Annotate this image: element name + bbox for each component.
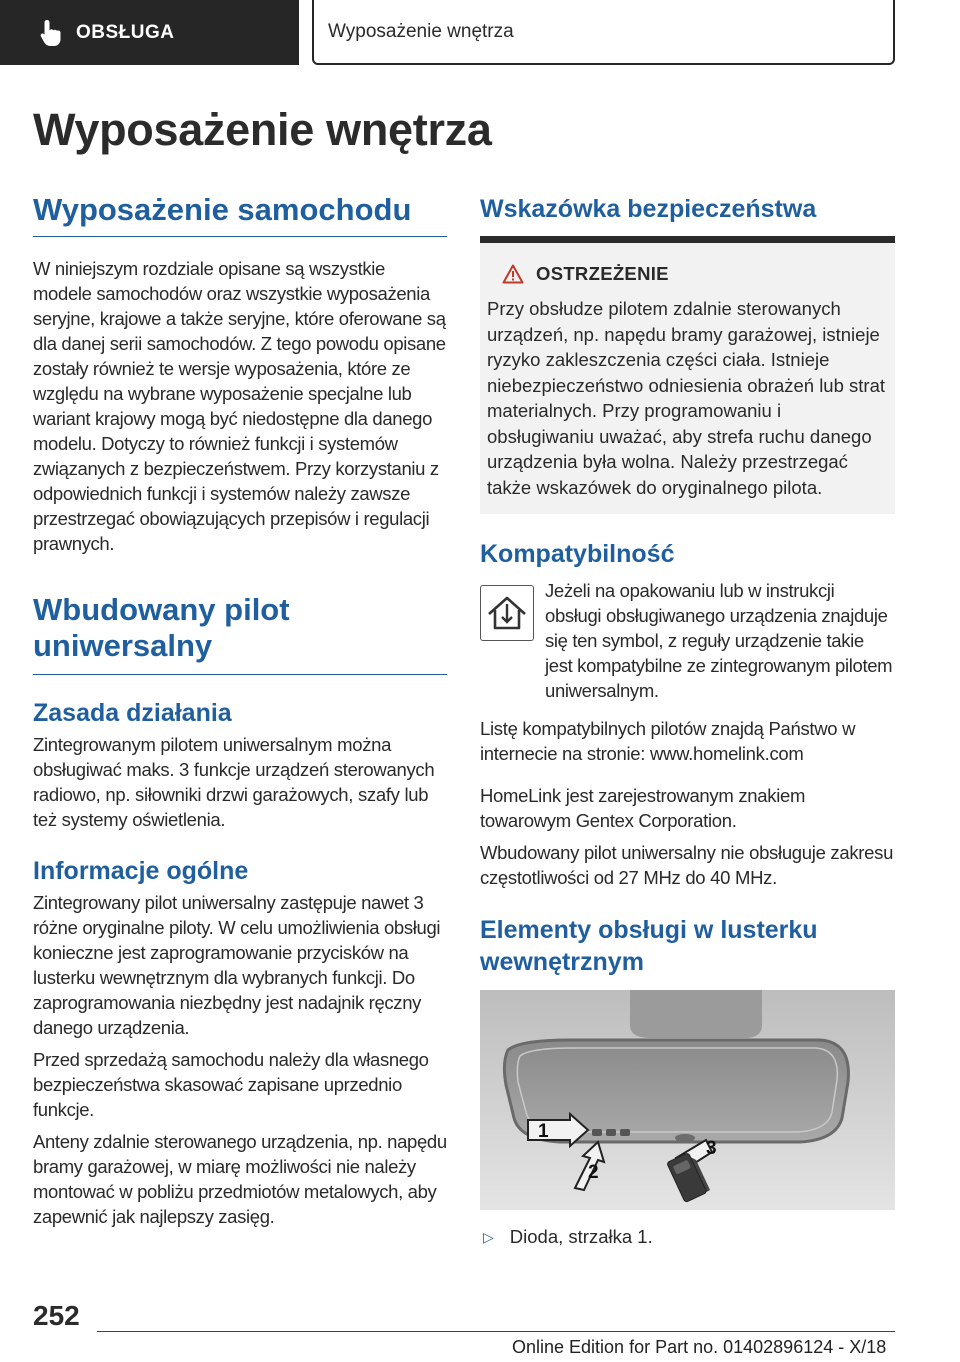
section-tab[interactable] (0, 0, 299, 65)
section-label: OBSŁUGA (76, 21, 175, 43)
paragraph-compat-4: Wbudowany pilot uniwersalny nie obsługuje zakresu częstotliwości od 27 MHz do 40 MHz. (480, 842, 894, 888)
paragraph-principle: Zintegrowanym pilotem uniwersalnym można obsługiwać maks. 3 funkcje urządzeń sterowanych radiowo, np. siłowniki drzwi garażowych, szafy lub też systemy oświetlenia. (33, 734, 435, 830)
bullet-triangle-icon: ▷ (483, 1228, 494, 1245)
footer-rule (97, 1331, 895, 1332)
heading-universal-remote: Wbudowany pilot uniwersalny (33, 592, 290, 663)
heading-safety-note: Wskazówka bezpieczeństwa (480, 195, 817, 223)
bullet-item (480, 1226, 653, 1248)
warning-header (502, 263, 669, 285)
page-title: Wyposażenie wnętrza (33, 104, 492, 155)
left-column (33, 192, 447, 1229)
warning-triangle-icon (502, 264, 524, 284)
heading-compatibility: Kompatybilność (480, 540, 675, 568)
heading-rule (33, 674, 447, 675)
heading-general-info: Informacje ogólne (33, 857, 249, 885)
bullet-text: Dioda, strzałka 1. (509, 1226, 653, 1247)
heading-vehicle-equipment: Wyposażenie samochodu (33, 192, 412, 227)
heading-rule (33, 236, 447, 237)
right-column-compat (480, 538, 895, 570)
paragraph-general-3: Anteny zdalnie sterowanego urządzenia, np. napędu bramy garażowej, w miarę możliwości nie należy montować w pobliżu przedmiotów metalowych, aby zapewnić jak najlepszy zasięg. (33, 1131, 447, 1227)
paragraph-general-2: Przed sprzedażą samochodu należy dla własnego bezpieczeństwa skasować zapisane uprzednio funkcje. (33, 1049, 429, 1120)
homelink-house-icon (480, 585, 534, 641)
paragraph-general-1: Zintegrowany pilot uniwersalny zastępuje nawet 3 różne oryginalne piloty. W celu umożliwienia obsługi konieczne jest zaprogramowanie przycisków na lusterku wewnętrznym dla wybranych funkcji. Do zaprogramowania niezbędny jest nadajnik ręczny danego urządzenia. (33, 892, 441, 1038)
warning-text: Przy obsłudze pilotem zdalnie sterowanych urządzeń, np. napędu bramy garażowej, istnieje ryzyko zakleszczenia części ciała. Istnieje niebezpieczeństwo odniesienia obrażeń lub strat materialnych. Przy programowaniu i obsługiwaniu uważać, aby strefa ruchu danego urządzenia była wolna. Należy przestrzegać także wskazówek do oryginalnego pilota. (487, 298, 886, 498)
warning-label: OSTRZEŻENIE (536, 263, 669, 284)
paragraph-vehicle-equipment: W niniejszym rozdziale opisane są wszystkie modele samochodów oraz wszystkie wyposażenia seryjne, krajowe a także seryjne, które oferowane są dla danej serii samochodów. Z tego powodu opisane zostały również te wersje wyposażenia, które ze względu na wybrane wyposażenie specjalne lub wariant krajowy mogą być niedostępne dla danego modelu. Dotyczy to również funkcji i systemów związanych z bezpieczeństwem. Przy korzystaniu z odpowiednich funkcji i systemów należy zawsze przestrzegać obowiązujących przepisów i regulacji prawnych. (33, 258, 446, 554)
hand-pointer-icon (38, 18, 64, 48)
paragraph-compat-3: HomeLink jest zarejestrowanym znakiem towarowym Gentex Corporation. (480, 785, 806, 831)
mirror-photo (480, 990, 895, 1210)
warning-bar (480, 236, 895, 243)
paragraph-compat-2: Listę kompatybilnych pilotów znajdą Państwo w internecie na stronie: www.homelink.com (480, 718, 856, 764)
heading-mirror-controls: Elementy obsługi w lusterku wewnętrznym (480, 916, 818, 976)
callout-2: 2 (588, 1162, 599, 1183)
footer-edition: Online Edition for Part no. 01402896124 - X/18 (512, 1337, 887, 1357)
callout-1: 1 (538, 1121, 549, 1142)
right-column-compat-2 (480, 716, 895, 978)
warning-box (480, 236, 895, 514)
breadcrumb[interactable]: Wyposażenie wnętrza (312, 0, 895, 65)
right-column-top (480, 193, 895, 225)
callout-3: 3 (706, 1138, 717, 1159)
compat-text-block (545, 578, 895, 703)
paragraph-compat-1: Jeżeli na opakowaniu lub w instrukcji obsługi obsługiwanego urządzenia znajduje się ten symbol, z reguły urządzenie takie jest kompatybilne ze zintegrowanym pilotem uniwersalnym. (545, 580, 893, 701)
heading-principle: Zasada działania (33, 699, 232, 727)
page-number: 252 (33, 1300, 80, 1331)
